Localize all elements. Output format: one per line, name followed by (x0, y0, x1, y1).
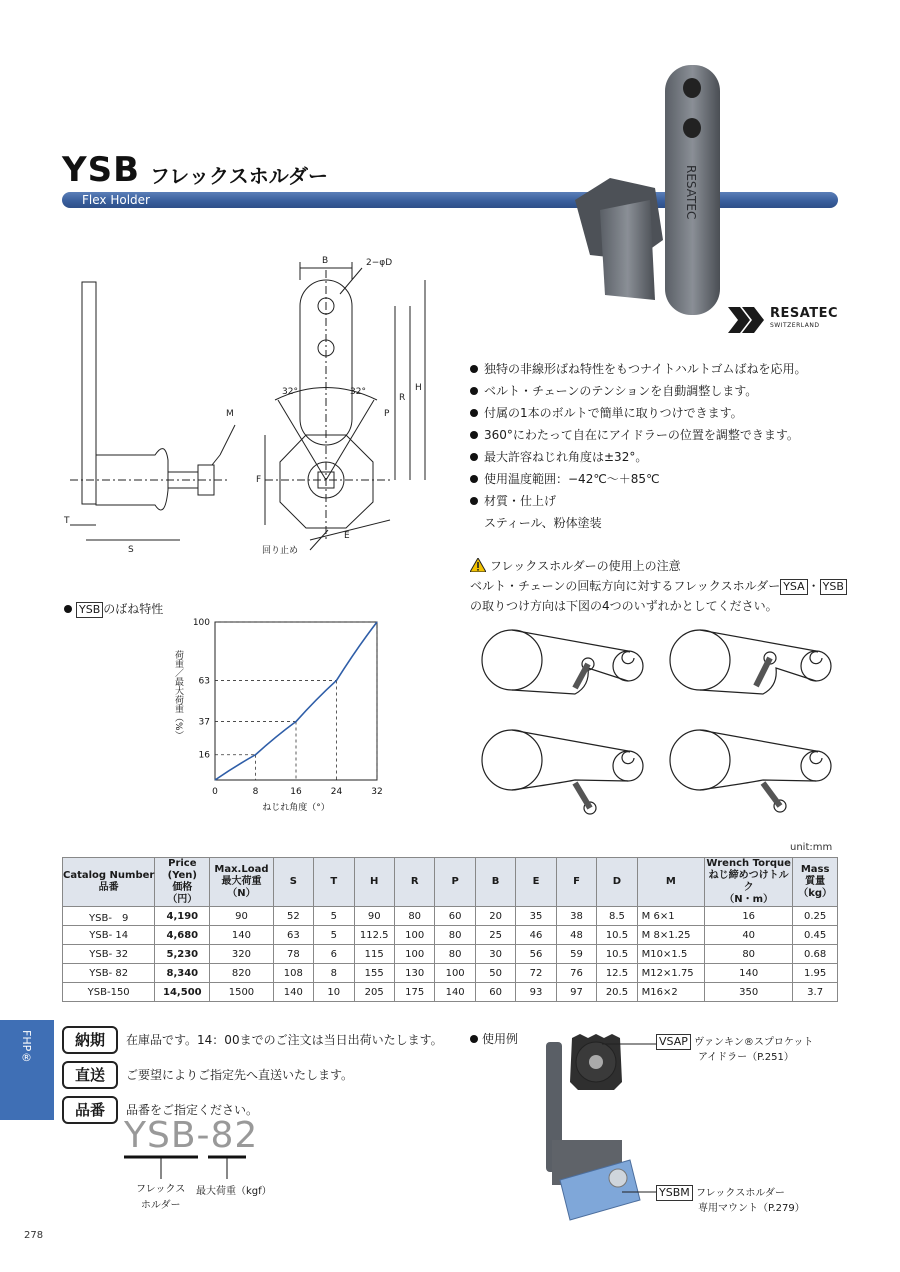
table-cell: 20.5 (597, 983, 637, 1002)
bullet-icon (470, 365, 478, 373)
bullet-icon (470, 431, 478, 439)
side-view-body (96, 449, 168, 510)
table-cell: 14,500 (155, 983, 210, 1002)
direct-label: 直送 (62, 1061, 118, 1089)
table-cell: 8 (314, 964, 354, 983)
spec-table (62, 857, 838, 1002)
table-cell: 100 (394, 926, 434, 945)
table-cell: 90 (354, 907, 394, 926)
dimension-drawing (60, 250, 440, 570)
bullet-icon (470, 387, 478, 395)
table-header-cell: Price (Yen) 価格 （円） (155, 858, 210, 907)
table-cell: 0.25 (793, 907, 838, 926)
mounting-direction-diagrams (470, 628, 840, 828)
table-cell: 0.68 (793, 945, 838, 964)
table-header-cell: R (394, 858, 434, 907)
mounting-diagram-4 (670, 730, 831, 812)
table-row (63, 907, 838, 926)
x-axis-label: ねじれ角度（°） (262, 803, 330, 813)
table-header-cell: M (637, 858, 704, 907)
resatec-logo-icon (728, 307, 766, 333)
feature-item: 使用温度範囲：−42℃〜＋85℃ (470, 468, 870, 490)
table-cell: 10 (314, 983, 354, 1002)
table-cell: YSB- 9 (63, 907, 155, 926)
usage-vsap: VSAP ヴァンキン®スプロケット アイドラー（P.251） (656, 1034, 813, 1065)
x-tick-label: 32 (371, 787, 383, 797)
table-cell: 35 (516, 907, 556, 926)
table-cell: M 6×1 (637, 907, 704, 926)
mounting-diagram-1 (482, 630, 643, 694)
table-header-cell: H (354, 858, 394, 907)
table-cell: 140 (435, 983, 475, 1002)
ysa-box: YSA (780, 579, 807, 595)
table-cell: 155 (354, 964, 394, 983)
table-cell: 820 (210, 964, 273, 983)
page-title-en: Flex Holder (82, 193, 150, 207)
table-header-cell: F (556, 858, 596, 907)
ysb-box: YSB (820, 579, 847, 595)
table-cell: M16×2 (637, 983, 704, 1002)
feature-item: ベルト・チェーンのテンションを自動調整します。 (470, 380, 870, 402)
table-cell: 5 (314, 907, 354, 926)
dim-label-B: B (322, 256, 329, 266)
dim-label-M: M (226, 409, 234, 419)
caution-title-row (470, 556, 870, 576)
table-cell: 46 (516, 926, 556, 945)
y-tick-label: 100 (192, 618, 210, 628)
table-row (63, 945, 838, 964)
table-header-cell: E (516, 858, 556, 907)
table-cell: 12.5 (597, 964, 637, 983)
dim-label-E: E (344, 531, 350, 541)
caution-section (470, 556, 870, 616)
y-tick-label: 37 (198, 717, 210, 728)
table-cell: 76 (556, 964, 596, 983)
dim-label-F: F (256, 475, 262, 485)
table-cell: 1500 (210, 983, 273, 1002)
dim-label-S: S (128, 545, 134, 555)
side-tab-label: FHP® (20, 1030, 33, 1065)
table-cell: 0.45 (793, 926, 838, 945)
table-cell: 205 (354, 983, 394, 1002)
dim-label-T: T (64, 516, 70, 526)
brand-name: RESATEC (770, 306, 839, 321)
table-cell: 8.5 (597, 907, 637, 926)
dim-label-H: H (415, 383, 422, 393)
x-tick-label: 24 (330, 787, 343, 797)
table-header-cell: Catalog Number 品番 (63, 858, 155, 907)
table-cell: 59 (556, 945, 596, 964)
table-cell: 130 (394, 964, 434, 983)
ysb-box: YSB (76, 602, 103, 618)
spring-chart (150, 605, 420, 825)
dim-label-P: P (384, 409, 390, 419)
example-underline (120, 1154, 260, 1184)
spring-chart-title: YSB のばね特性 (64, 600, 163, 618)
table-cell: 320 (210, 945, 273, 964)
table-cell: 16 (705, 907, 793, 926)
dim-label-R: R (399, 393, 406, 403)
table-cell: 140 (210, 926, 273, 945)
angle-label-right: 32° (350, 387, 366, 397)
feature-item: 最大許容ねじれ角度は±32°。 (470, 446, 870, 468)
table-cell: YSB- 82 (63, 964, 155, 983)
table-cell: M10×1.5 (637, 945, 704, 964)
usage-leader-lines (600, 1040, 660, 1200)
table-cell: 80 (435, 926, 475, 945)
table-cell: 52 (273, 907, 313, 926)
feature-item: 材質・仕上げ (470, 490, 870, 512)
table-cell: 20 (475, 907, 515, 926)
table-cell: 25 (475, 926, 515, 945)
caution-line2: の取りつけ方向は下図の4つのいずれかとしてください。 (470, 599, 778, 613)
material-text: スティール、粉体塗装 (484, 516, 602, 530)
table-cell: 4,190 (155, 907, 210, 926)
table-header-cell: Max.Load 最大荷重 （N） (210, 858, 273, 907)
page-title-model: YSB (62, 150, 141, 190)
table-cell: YSB- 14 (63, 926, 155, 945)
warning-icon (470, 558, 486, 572)
feature-item: 360°にわたって自在にアイドラーの位置を調整できます。 (470, 424, 870, 446)
chart-frame (215, 622, 377, 780)
table-cell: 60 (435, 907, 475, 926)
table-cell: 97 (556, 983, 596, 1002)
y-tick-label: 63 (198, 676, 210, 687)
table-cell: 38 (556, 907, 596, 926)
table-cell: 80 (394, 907, 434, 926)
table-cell: M 8×1.25 (637, 926, 704, 945)
table-cell: YSB- 32 (63, 945, 155, 964)
part-text: 品番をご指定ください。 (126, 1103, 259, 1117)
delivery-text: 在庫品です。14：00までのご注文は当日出荷いたします。 (126, 1033, 443, 1047)
table-cell: 72 (516, 964, 556, 983)
chart-series-line (215, 622, 377, 780)
ysbm-box: YSBM (656, 1185, 693, 1201)
table-cell: 5 (314, 926, 354, 945)
y-axis-label: 荷重／最大荷重（%） (173, 650, 183, 740)
table-cell: 175 (394, 983, 434, 1002)
side-view-plate (82, 282, 96, 504)
table-cell: 115 (354, 945, 394, 964)
table-row (63, 964, 838, 983)
dim-label-D: 2−φD (366, 258, 393, 268)
product-engraving: RESATEC (684, 165, 698, 220)
table-cell: 90 (210, 907, 273, 926)
table-cell: 4,680 (155, 926, 210, 945)
usage-ysbm: YSBM フレックスホルダー 専用マウント（P.279） (656, 1185, 805, 1216)
feature-item: 付属の1本のボルトで簡単に取りつけできます。 (470, 402, 870, 424)
legend-max-load: 最大荷重（kgf） (196, 1186, 272, 1197)
product-photo (555, 60, 735, 320)
table-header-cell: Wrench Torque ねじ締めつけトルク （N・m） (706, 858, 791, 905)
page-number: 278 (24, 1230, 44, 1241)
caution-title: フレックスホルダーの使用上の注意 (489, 559, 681, 573)
mounting-diagram-3 (482, 730, 643, 814)
vsap-box: VSAP (656, 1034, 691, 1050)
part-label: 品番 (62, 1096, 118, 1124)
part-number-example: YSB-82 (124, 1115, 259, 1156)
table-cell: 10.5 (597, 945, 637, 964)
bullet-icon (470, 497, 478, 505)
table-cell: 30 (475, 945, 515, 964)
table-header-cell: S (273, 858, 313, 907)
table-cell: 108 (273, 964, 313, 983)
rotation-stop-label: 回り止め (262, 546, 299, 556)
table-cell: 140 (273, 983, 313, 1002)
bullet-icon (470, 409, 478, 417)
table-cell: 78 (273, 945, 313, 964)
table-cell: 80 (705, 945, 793, 964)
table-row (63, 983, 838, 1002)
table-row (63, 926, 838, 945)
table-cell: 6 (314, 945, 354, 964)
mounting-diagram-2 (670, 630, 831, 694)
table-header-cell: Mass 質量 （kg） (793, 858, 838, 907)
feature-list (470, 358, 870, 534)
table-cell: 40 (705, 926, 793, 945)
feature-item: 独特の非線形ばね特性をもつナイトハルトゴムばねを応用。 (470, 358, 870, 380)
bullet-icon (470, 1035, 478, 1043)
table-cell: 93 (516, 983, 556, 1002)
table-cell: 1.95 (793, 964, 838, 983)
usage-title: 使用例 (470, 1030, 518, 1047)
page-title-jp: フレックスホルダー (150, 164, 328, 188)
angle-label-left: 32° (282, 387, 298, 397)
table-cell: 8,340 (155, 964, 210, 983)
table-cell: 56 (516, 945, 556, 964)
table-cell: 10.5 (597, 926, 637, 945)
table-cell: 100 (394, 945, 434, 964)
x-tick-label: 8 (252, 787, 259, 797)
table-cell: 5,230 (155, 945, 210, 964)
bullet-icon (470, 475, 478, 483)
x-tick-label: 0 (212, 787, 218, 797)
table-cell: 140 (705, 964, 793, 983)
table-header-cell: B (475, 858, 515, 907)
table-cell: M12×1.75 (637, 964, 704, 983)
unit-label: unit:mm (790, 842, 833, 853)
table-header-cell: T (314, 858, 354, 907)
table-cell: 3.7 (793, 983, 838, 1002)
table-cell: 80 (435, 945, 475, 964)
direct-text: ご要望によりご指定先へ直送いたします。 (126, 1068, 354, 1082)
caution-line1: ベルト・チェーンの回転方向に対するフレックスホルダー YSA ・ YSB (470, 576, 870, 596)
legend-flex-holder: フレックス ホルダー (136, 1184, 186, 1211)
table-cell: 48 (556, 926, 596, 945)
brand-country: SWITZERLAND (770, 322, 820, 329)
table-cell: 50 (475, 964, 515, 983)
bullet-icon (64, 605, 72, 613)
table-header-row (63, 858, 838, 907)
x-tick-label: 16 (290, 787, 302, 797)
table-cell: 63 (273, 926, 313, 945)
table-cell: 112.5 (354, 926, 394, 945)
table-header-cell: P (435, 858, 475, 907)
table-cell: 60 (475, 983, 515, 1002)
table-cell: YSB-150 (63, 983, 155, 1002)
table-cell: 100 (435, 964, 475, 983)
y-tick-label: 16 (198, 750, 210, 761)
delivery-label: 納期 (62, 1026, 118, 1054)
table-cell: 350 (705, 983, 793, 1002)
table-header-cell: D (597, 858, 637, 907)
bullet-icon (470, 453, 478, 461)
